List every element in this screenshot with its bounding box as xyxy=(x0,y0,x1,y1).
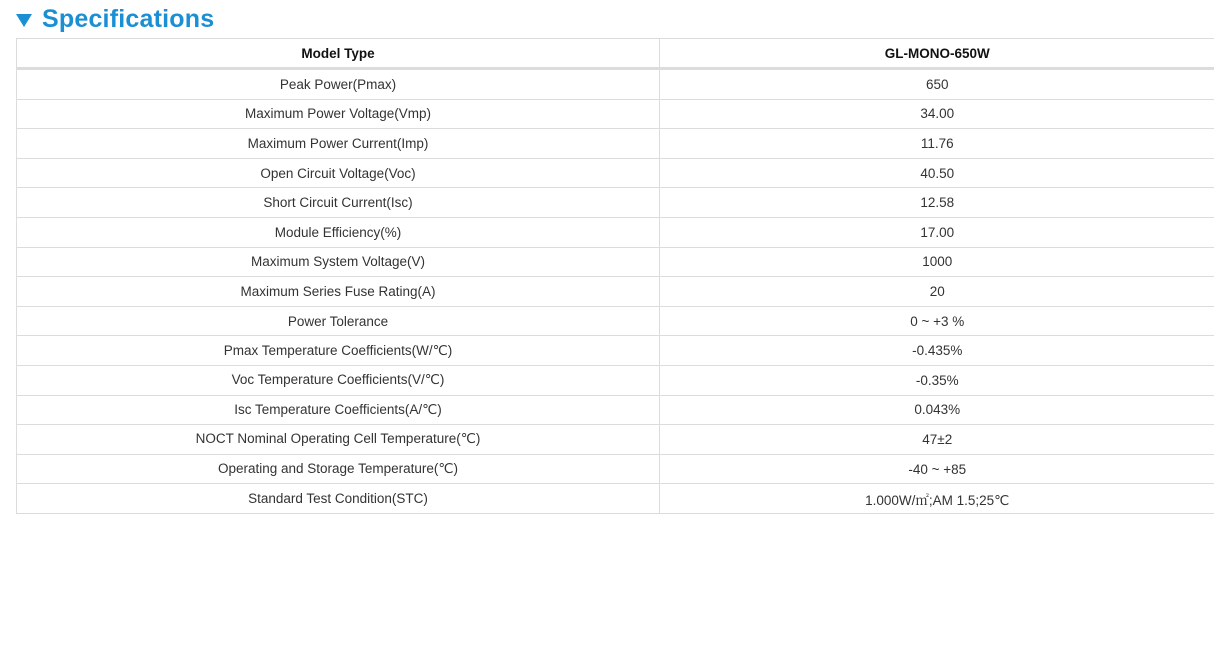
header-model-type: Model Type xyxy=(17,39,660,69)
table-row xyxy=(17,188,1214,218)
row-value: 17.00 xyxy=(660,217,1214,247)
row-label: Maximum Series Fuse Rating(A) xyxy=(17,277,660,307)
table-row xyxy=(17,395,1214,425)
table-row xyxy=(17,306,1214,336)
row-label: Peak Power(Pmax) xyxy=(17,69,660,100)
header-model-name: GL-MONO-650W xyxy=(660,39,1214,69)
row-label: Operating and Storage Temperature(℃) xyxy=(17,454,660,484)
table-row xyxy=(17,99,1214,129)
table-row xyxy=(17,425,1214,455)
row-label: Power Tolerance xyxy=(17,306,660,336)
row-label: NOCT Nominal Operating Cell Temperature(℃) xyxy=(17,425,660,455)
row-label: Maximum Power Voltage(Vmp) xyxy=(17,99,660,129)
row-value: 20 xyxy=(660,277,1214,307)
row-value: 650 xyxy=(660,69,1214,100)
row-value: -0.35% xyxy=(660,365,1214,395)
row-label: Module Efficiency(%) xyxy=(17,217,660,247)
row-label: Pmax Temperature Coefficients(W/℃) xyxy=(17,336,660,366)
row-value: 40.50 xyxy=(660,158,1214,188)
row-label: Isc Temperature Coefficients(A/℃) xyxy=(17,395,660,425)
table-row xyxy=(17,484,1214,514)
row-value: 47±2 xyxy=(660,425,1214,455)
row-value: 1000 xyxy=(660,247,1214,277)
row-label: Maximum System Voltage(V) xyxy=(17,247,660,277)
row-label: Maximum Power Current(Imp) xyxy=(17,129,660,159)
row-value: -0.435% xyxy=(660,336,1214,366)
triangle-down-icon[interactable] xyxy=(16,14,32,27)
row-label: Short Circuit Current(Isc) xyxy=(17,188,660,218)
table-row xyxy=(17,69,1214,100)
table-row xyxy=(17,247,1214,277)
table-row xyxy=(17,365,1214,395)
table-header-row xyxy=(17,39,1214,69)
table-row xyxy=(17,277,1214,307)
section-title: Specifications xyxy=(42,4,215,33)
row-value: 0 ~ +3 % xyxy=(660,306,1214,336)
row-value: 34.00 xyxy=(660,99,1214,129)
row-label: Standard Test Condition(STC) xyxy=(17,484,660,514)
specifications-table xyxy=(16,38,1214,514)
row-value: 1.000W/㎡;AM 1.5;25℃ xyxy=(660,484,1214,514)
table-row xyxy=(17,129,1214,159)
table-row xyxy=(17,158,1214,188)
table-row xyxy=(17,217,1214,247)
row-value: 0.043% xyxy=(660,395,1214,425)
table-row xyxy=(17,454,1214,484)
row-label: Open Circuit Voltage(Voc) xyxy=(17,158,660,188)
row-value: 11.76 xyxy=(660,129,1214,159)
specifications-section-header[interactable] xyxy=(16,4,214,34)
row-value: -40 ~ +85 xyxy=(660,454,1214,484)
row-label: Voc Temperature Coefficients(V/℃) xyxy=(17,365,660,395)
row-value: 12.58 xyxy=(660,188,1214,218)
table-row xyxy=(17,336,1214,366)
